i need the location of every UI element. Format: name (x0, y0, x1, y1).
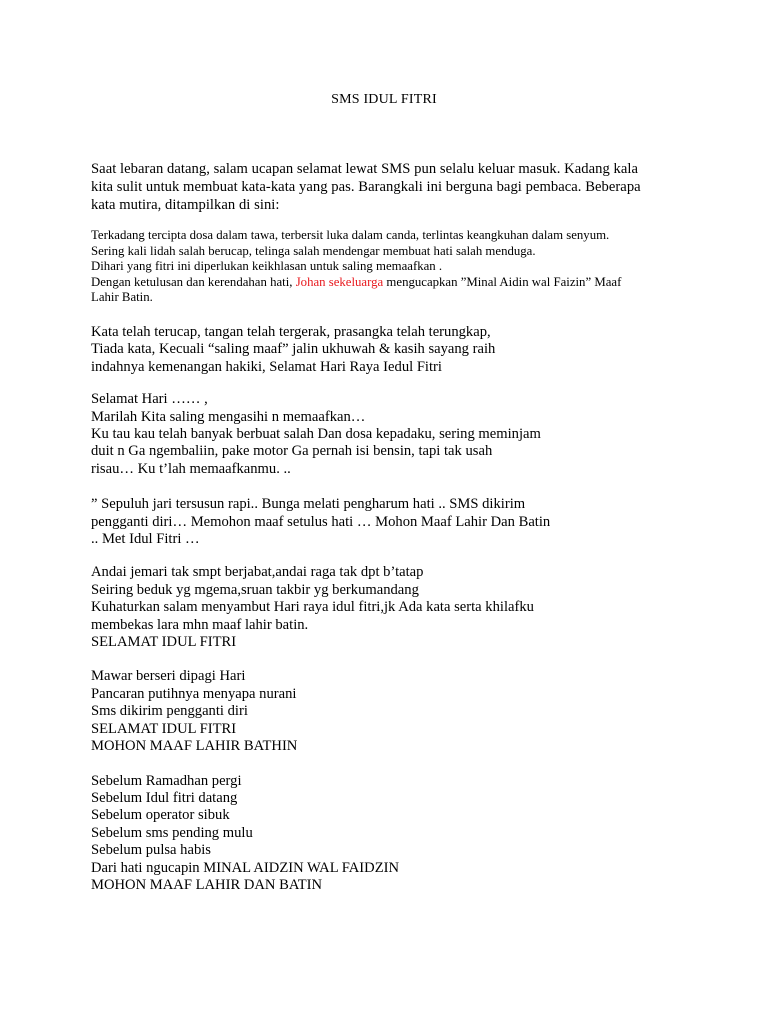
message-line: Dari hati ngucapin MINAL AIDZIN WAL FAIDZIN (91, 859, 400, 876)
message-line: duit n Ga ngembaliin, pake motor Ga pernah isi bensin, tapi tak usah (91, 443, 493, 460)
message-line: Sebelum pulsa habis (91, 842, 211, 859)
poem-line: Terkadang tercipta dosa dalam tawa, terbersit luka dalam canda, terlintas keangkuhan dalam senyum. (91, 228, 610, 242)
message-line: Sebelum Idul fitri datang (91, 789, 238, 806)
document-title: SMS IDUL FITRI (331, 92, 437, 107)
message-line: MOHON MAAF LAHIR DAN BATIN (91, 876, 323, 893)
message-line: Mawar berseri dipagi Hari (91, 668, 246, 685)
message-line: pengganti diri… Memohon maaf setulus hati … Mohon Maaf Lahir Dan Batin (91, 513, 551, 530)
sms-message-block (91, 324, 691, 376)
message-line: Sebelum Ramadhan pergi (91, 772, 242, 789)
intro-line: kata mutira, ditampilkan di sini: (91, 197, 280, 213)
document-body (91, 160, 691, 894)
message-line: Sebelum operator sibuk (91, 807, 230, 824)
message-line: Kata telah terucap, tangan telah tergerak, prasangka telah terungkap, (91, 323, 491, 340)
poem-line-with-name (91, 275, 691, 291)
message-line: Selamat Hari …… , (91, 391, 208, 408)
message-line: SELAMAT IDUL FITRI (91, 634, 237, 651)
poem-line: Dihari yang fitri ini diperlukan keikhlasan untuk saling memaafkan . (91, 259, 443, 274)
message-line: Kuhaturkan salam menyambut Hari raya idul fitri,jk Ada kata serta khilafku (91, 599, 534, 616)
message-line: SELAMAT IDUL FITRI (91, 720, 237, 737)
poem-small-paragraph (91, 228, 691, 306)
sms-message-block (91, 773, 691, 895)
intro-line: kita sulit untuk membuat kata-kata yang pas. Barangkali ini berguna bagi pembaca. Beberapa (91, 179, 641, 195)
message-line: .. Met Idul Fitri … (91, 531, 200, 548)
message-line: Andai jemari tak smpt berjabat,andai raga tak dpt b’tatap (91, 564, 424, 581)
highlighted-name: Johan sekeluarga (295, 274, 384, 289)
message-line: Ku tau kau telah banyak berbuat salah Dan dosa kepadaku, sering meminjam (91, 426, 541, 442)
message-line: Pancaran putihnya menyapa nurani (91, 685, 297, 702)
message-line: Sebelum sms pending mulu (91, 824, 253, 841)
sms-message-block (91, 564, 691, 651)
poem-line-end: mengucapkan ”Minal Aidin wal Faizin” Maaf (383, 274, 622, 289)
sms-message-block (91, 496, 691, 548)
sms-message-block (91, 668, 691, 755)
intro-paragraph (91, 160, 691, 214)
message-line: Seiring beduk yg mgema,sruan takbir yg berkumandang (91, 581, 419, 598)
poem-line: Lahir Batin. (91, 290, 153, 305)
message-line: indahnya kemenangan hakiki, Selamat Hari Raya Iedul Fitri (91, 358, 442, 375)
poem-line-start: Dengan ketulusan dan kerendahan hati, (91, 274, 296, 289)
message-line: risau… Ku t’lah memaafkanmu. .. (91, 460, 291, 477)
message-line: Tiada kata, Kecuali “saling maaf” jalin ukhuwah & kasih sayang raih (91, 341, 496, 358)
intro-line: Saat lebaran datang, salam ucapan selamat lewat SMS pun selalu keluar masuk. Kadang kala (91, 161, 639, 177)
sms-message-block (91, 391, 691, 478)
message-line: ” Sepuluh jari tersusun rapi.. Bunga melati pengharum hati .. SMS dikirim (91, 496, 526, 513)
message-line: Marilah Kita saling mengasihi n memaafkan… (91, 408, 366, 425)
message-line: MOHON MAAF LAHIR BATHIN (91, 738, 298, 755)
message-line: membekas lara mhn maaf lahir batin. (91, 616, 309, 633)
poem-line: Sering kali lidah salah berucap, telinga salah mendengar membuat hati salah menduga. (91, 243, 536, 258)
message-line: Sms dikirim pengganti diri (91, 703, 248, 720)
